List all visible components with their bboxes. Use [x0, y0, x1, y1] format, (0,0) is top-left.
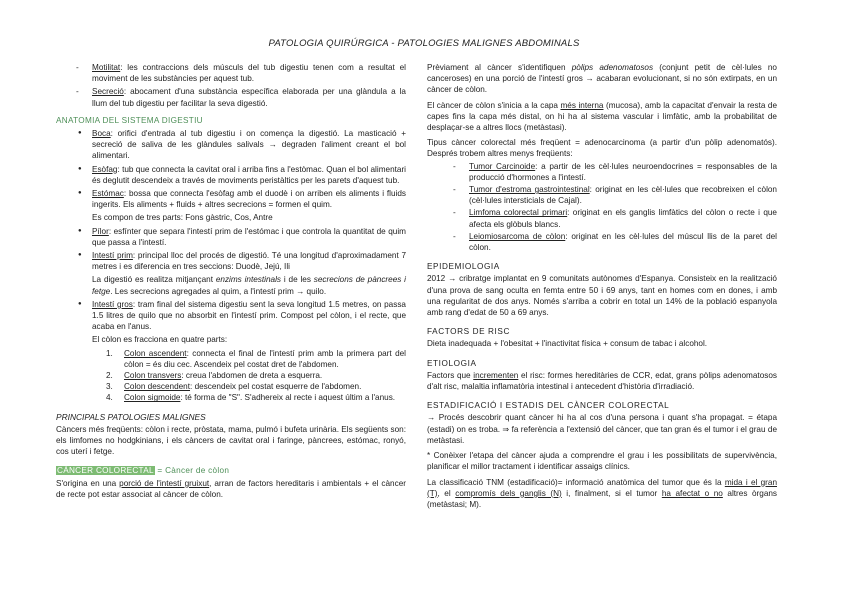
list-item: 1. Colon ascendent: connecta el final de l'intestí prim amb la primera part del còlon = és diu cec. Ascendeix pel costat dret de l'abdomen. — [106, 348, 406, 369]
staging-text: → Procés descobrir quant càncer hi ha al cos d'una persona i quant s'ha propagat. = étapa (estadi) on es troba. ⇒ fa referència a l'extensió del càncer, que tan gran és el tumor i el grau de metàstasi. — [427, 413, 777, 445]
digestion-text: La digestió es realitza mitjançant enzims intestinals i de les secrecions de pàncrees i fetge. Les secrecions agregades al quim, a l'intestí prim → quilo. — [92, 275, 406, 296]
list-item: - Secreció: abocament d'una substància específica elaborada per una glàndula a la llum del tub digestiu per facilitar la seva digestió. — [56, 86, 406, 108]
etiology-text: Factors que incrementen el risc: formes hereditàries de CCR, edat, grans pòlips adenomatosos d'alt risc, malaltia inflamatòria intestinal i antecedent d'història d'irradiació. — [427, 370, 777, 392]
list-item: 3. Colon descendent: descendeix pel costat esquerre de l'abdomen. — [106, 382, 362, 392]
epidemiology-text: 2012 → cribratge implantat en 9 comunitats autònomes d'Espanya. Consisteix en la realització d'una prova de sang oculta en femta entre 50 i 69 anys, tant en homes com en dones, i amb una regularitat de dos anys. Només s'arriba a cobrir en total un 14% de la població espanyola amb rang d'edat de 50 a 69 anys. — [427, 274, 777, 318]
list-item: ● Pílor: esfínter que separa l'intestí prim de l'estómac i que controla la quantitat de quim que passa a l'intestí. — [56, 226, 406, 248]
tnm-text: La classificació TNM (estadificació)= informació anatòmica del tumor que és la mida i el gran (T), el compromís dels ganglis (N) i, finalment, si el tumor ha afectat o no altres òrgans (metàstasi; M). — [427, 477, 778, 509]
list-item: ● Boca: orifici d'entrada al tub digestiu i on comença la digestió. La masticació + secreció de saliva de les glàndules salivals → degraden l'aliment creant el bol alimentari. — [56, 128, 406, 162]
list-item: - Motilitat: les contraccions dels músculs del tub digestiu tenen com a resultat el moviment de les substàncies per aquest tub. — [56, 62, 406, 84]
list-item: - Limfoma colorectal primari: originat en els ganglis limfàtics del còlon o recte i que afecta els glòbuls blancs. — [427, 207, 777, 229]
list-item: - Tumor d'estroma gastrointestinal: originat en les cèl·lules que recobreixen el còlon (cèl·lules intersticials de Cajal). — [427, 184, 777, 206]
principals-heading: PRINCIPALS PATOLOGIES MALIGNES — [56, 411, 206, 422]
list-item: - Tumor Carcinoide: a partir de les cèl·lules neuroendocrines = responsables de la producció d'hormones a l'intestí. — [427, 161, 777, 183]
anatomy-heading: ANATOMIA DEL SISTEMA DIGESTIU — [56, 115, 203, 125]
risk-text: Dieta inadequada + l'obesitat + l'inactivitat física + consum de tabac i alcohol. — [427, 339, 708, 349]
etiology-heading: ETIOLOGIA — [427, 358, 477, 368]
right-column — [427, 62, 777, 514]
list-item: 2. Colon transvers: creua l'abdomen de dreta a esquerra. — [106, 371, 323, 381]
colon-intro: El còlon es fracciona en quatre parts: — [92, 335, 228, 345]
mucosa-paragraph: El càncer de còlon s'inicia a la capa més interna (mucosa), amb la capacitat d'envair la resta de capes fins la capa més distal, on hi ha al sistema vascular i limfàtic, amb la probabilitat de desplaçar-se a altres llocs (metàstasi). — [427, 100, 777, 133]
list-item: - Leiomiosarcoma de còlon: originat en les cèl·lules del múscul llis de la paret del còlon. — [427, 231, 777, 253]
stomach-parts: Es compon de tres parts: Fons gàstric, Cos, Antre — [92, 213, 273, 223]
staging-heading: ESTADIFICACIÓ I ESTADIS DEL CÀNCER COLORECTAL — [427, 401, 670, 411]
left-column — [56, 62, 406, 500]
ccr-heading: CÀNCER COLORECTAL = Càncer de còlon — [57, 465, 230, 475]
types-intro: Tipus càncer colorectal més freqüent = adenocarcinoma (a partir d'un pòlip adenomatós). Després trobem altres menys freqüents: — [427, 138, 777, 159]
staging-note: * Conèixer l'etapa del càncer ajuda a comprendre el grau i les possibilitats de supervivència, planificar el millor tractament i identificar assaigs clínics. — [427, 451, 777, 472]
list-item: ● Intestí prim: principal lloc del procés de digestió. Té una longitud d'aproximadament 7 metres i es diferencia en tres seccions: Duodè, Jejú, Ili — [56, 250, 406, 272]
list-item: 4. Colon sigmoide: té forma de "S". S'adhereix al recte i aquest últim a l'anus. — [106, 393, 396, 403]
epidemiology-heading: EPIDEMIOLOGIA — [427, 262, 500, 272]
page-title: PATOLOGIA QUIRÚRGICA - PATOLOGIES MALIGNES ABDOMINALS — [268, 38, 580, 49]
list-item: ● Estómac: bossa que connecta l'esòfag amb el duodè i on arriben els aliments i fluids ingerits. Els aliments + fluids + altres secrecions = formen el quim. — [56, 188, 406, 210]
polyps-paragraph: Prèviament al càncer s'identifiquen pòlips adenomatosos (conjunt petit de cèl·lules no canceroses) en una porció de l'intestí gros → acabaran evolucionant, si no són extirpats, en un càncer de còlon. — [427, 63, 777, 95]
risk-heading: FACTORS DE RISC — [427, 327, 511, 337]
principals-text: Càncers més freqüents: còlon i recte, pròstata, mama, pulmó i bufeta urinària. Els següents son: els limfomes no hodgkinians, i els càncers de cavitat oral i faringe, pàncrees, estómac, ronyó, cos uterí i fetge. — [56, 424, 406, 457]
list-item: ● Esòfag: tub que connecta la cavitat oral i arriba fins a l'estòmac. Quan el bol alimentari és deglutit descendeix a través de moviments peristàltics per les parets d'aquest tub. — [56, 164, 406, 186]
ccr-text: S'origina en una porció de l'intestí gruixut, arran de factors hereditaris i ambientals + el càncer de recte pot estar associat al càncer de còlon. — [56, 478, 406, 499]
list-item: ● Intestí gros: tram final del sistema digestiu sent la seva longitud 1.5 metres, on passa 1.5 litres de quilo que no absorbit en l'intestí prim. Compost pel còlon, i el recte, que acaba en l'anus. — [56, 299, 406, 333]
